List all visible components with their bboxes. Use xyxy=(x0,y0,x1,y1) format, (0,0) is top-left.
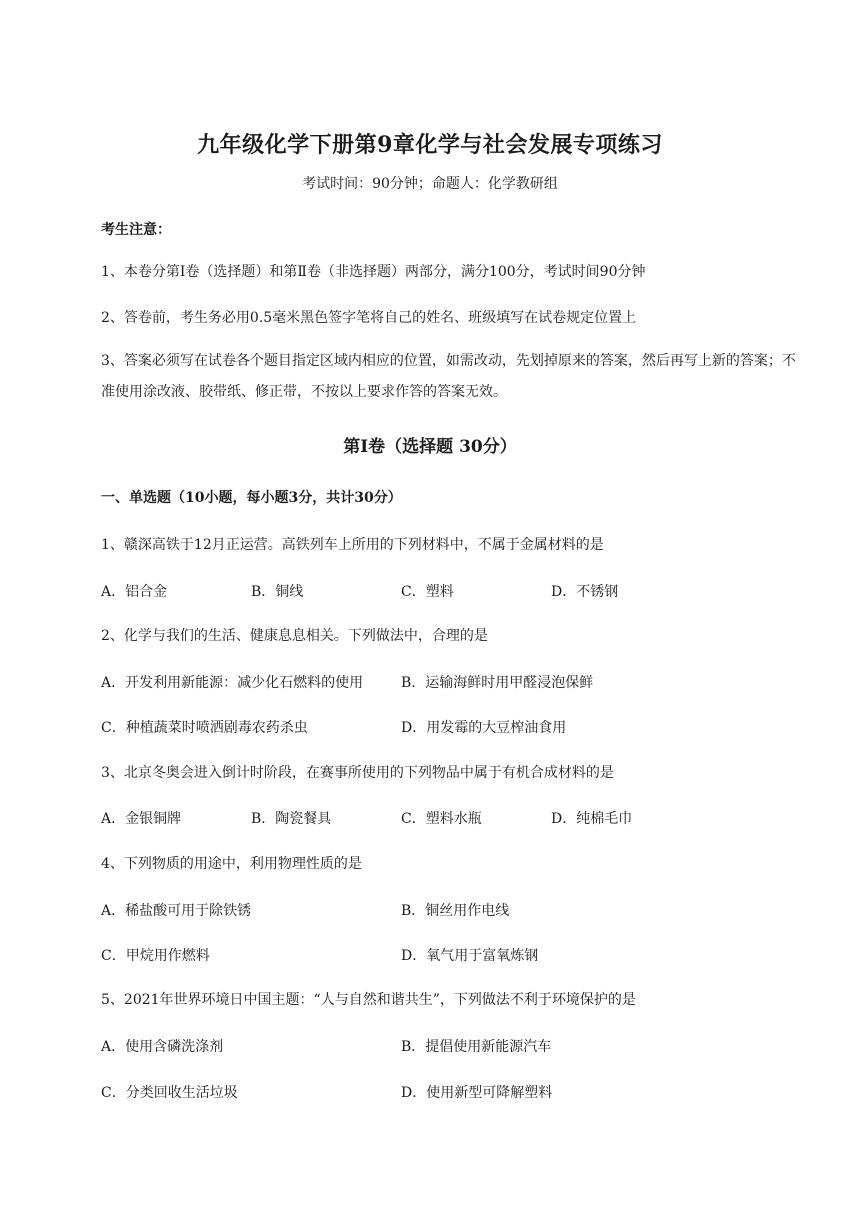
question-option: B．铜线 xyxy=(251,584,304,600)
question-option: A．稀盐酸可用于除铁锈 xyxy=(101,903,252,919)
question-option: B．提倡使用新能源汽车 xyxy=(401,1039,552,1055)
question-option: D．用发霉的大豆榨油食用 xyxy=(401,720,567,736)
question-option: A．开发利用新能源：减少化石燃料的使用 xyxy=(101,675,364,691)
question-stem: 4、下列物质的用途中，利用物理性质的是 xyxy=(101,856,362,872)
notice-heading: 考生注意： xyxy=(101,222,171,238)
question-option: A．使用含磷洗涤剂 xyxy=(101,1039,224,1055)
notice-item: 3、答案必须写在试卷各个题目指定区域内相应的位置，如需改动，先划掉原来的答案，然后再写上新的答案；不准使用涂改液、胶带纸、修正带，不按以上要求作答的答案无效。 xyxy=(101,353,796,400)
exam-subtitle: 考试时间：90分钟；命题人：化学教研组 xyxy=(302,176,558,192)
question-option: D．使用新型可降解塑料 xyxy=(401,1085,553,1101)
question-option: A．金银铜牌 xyxy=(101,811,182,827)
question-stem: 1、赣深高铁于12月正运营。高铁列车上所用的下列材料中，不属于金属材料的是 xyxy=(101,537,604,553)
question-option: C．甲烷用作燃料 xyxy=(101,948,210,964)
question-option: A．铝合金 xyxy=(101,584,168,600)
question-option: D．纯棉毛巾 xyxy=(551,811,633,827)
question-option: B．铜丝用作电线 xyxy=(401,903,510,919)
notice-item: 2、答卷前，考生务必用0.5毫米黑色签字笔将自己的姓名、班级填写在试卷规定位置上 xyxy=(101,310,637,326)
question-option: D．不锈钢 xyxy=(551,584,619,600)
question-option: C．分类回收生活垃圾 xyxy=(101,1085,238,1101)
question-option: C．种植蔬菜时喷洒剧毒农药杀虫 xyxy=(101,720,308,736)
question-option: D．氧气用于富氧炼钢 xyxy=(401,948,539,964)
section-heading: 第Ⅰ卷（选择题 30分） xyxy=(343,437,517,457)
question-stem: 5、2021年世界环境日中国主题：“人与自然和谐共生”，下列做法不利于环境保护的是 xyxy=(101,992,636,1008)
notice-item: 1、本卷分第Ⅰ卷（选择题）和第Ⅱ卷（非选择题）两部分，满分100分，考试时间90分钟 xyxy=(101,264,646,280)
question-option: C．塑料水瓶 xyxy=(401,811,482,827)
question-stem: 2、化学与我们的生活、健康息息相关。下列做法中，合理的是 xyxy=(101,628,488,644)
part-heading: 一、单选题（10小题，每小题3分，共计30分） xyxy=(101,490,402,506)
question-stem: 3、北京冬奥会进入倒计时阶段，在赛事所使用的下列物品中属于有机合成材料的是 xyxy=(101,765,614,781)
question-option: C．塑料 xyxy=(401,584,454,600)
question-option: B．陶瓷餐具 xyxy=(251,811,332,827)
page-title: 九年级化学下册第9章化学与社会发展专项练习 xyxy=(197,132,663,158)
question-option: B．运输海鲜时用甲醛浸泡保鲜 xyxy=(401,675,594,691)
